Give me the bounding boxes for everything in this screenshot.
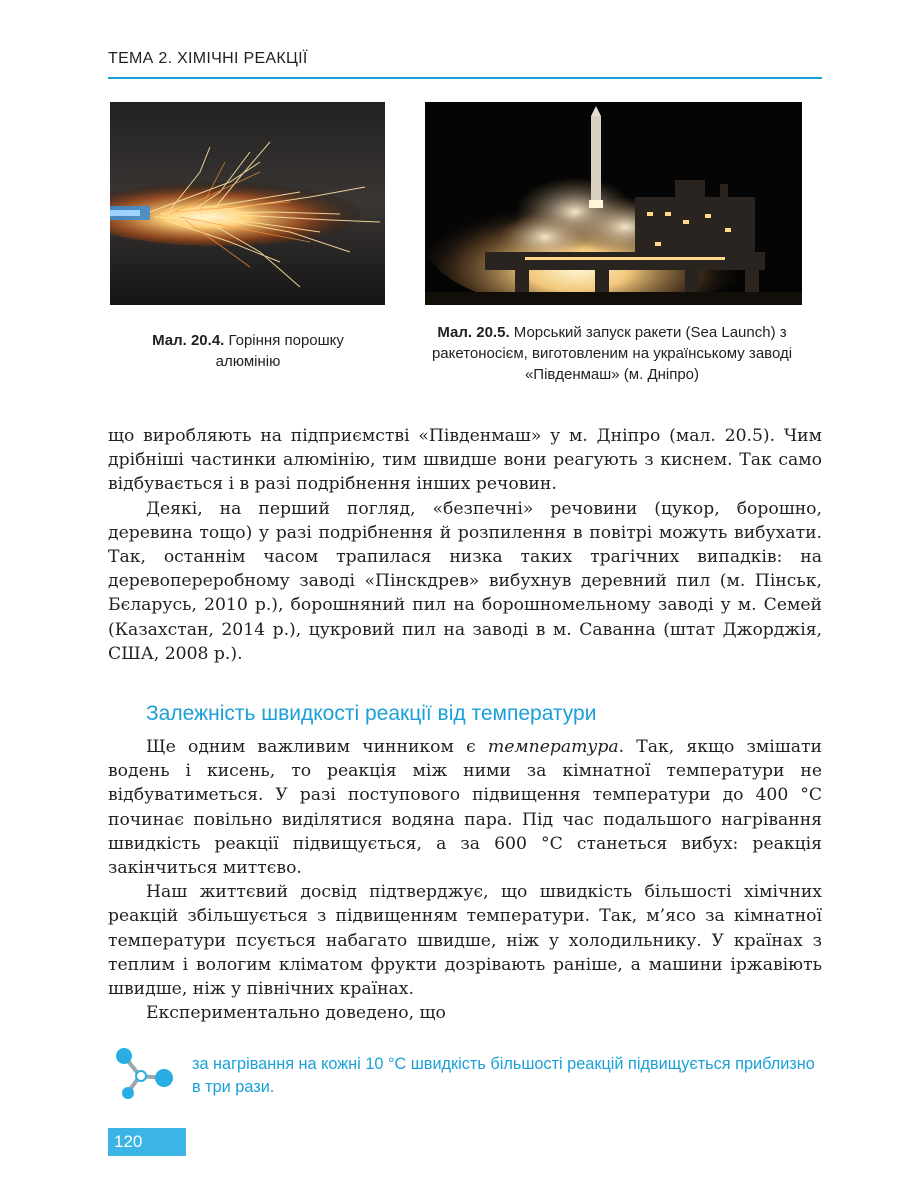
text-block-1 bbox=[108, 424, 822, 666]
paragraph-start: Ще одним важливим чинником є bbox=[146, 737, 488, 757]
paragraph: Деякі, на перший погляд, «безпечні» речовини (цукор, борошно, деревина тощо) у разі подрібнення й розпилення в повітрі можуть вибухати. Так, останнім часом трапилася низка таких трагічних випадків: на деревопереробному заводі «Пінскдрев» вибухнув деревний пил (м. Пінськ, Бєларусь, 2010 р.), борошняний пил на борошномельному заводі у м. Семей (Казахстан, 2014 р.), цукровий пил на заводі в м. Саванна (штат Джорджія, США, 2008 р.). bbox=[108, 498, 822, 664]
figure-caption-20-5 bbox=[402, 322, 822, 385]
paragraph-rest: . Так, якщо змішати водень і кисень, то реакція між ними за кімнатної температури не відбуватиметься. У разі поступового підвищення температури до 400 °С починає повільно виділятися водяна пара. Під час подальшого нагрівання швидкість реакції підвищується, а за 600 °С станеться вибух: реакція закінчиться миттєво. bbox=[108, 737, 822, 879]
running-header: ТЕМА 2. ХІМІЧНІ РЕАКЦІЇ bbox=[108, 50, 308, 67]
text-block-2 bbox=[108, 735, 822, 1025]
figure-label: Мал. 20.4. bbox=[152, 332, 225, 349]
photo-sea-launch bbox=[425, 102, 802, 305]
highlighted-rule: за нагрівання на кожні 10 °С швидкість більшості реакцій підвищується приблизно в три рази. bbox=[192, 1055, 815, 1096]
term-temperature: температура bbox=[487, 737, 619, 757]
molecule-icon bbox=[112, 1046, 178, 1102]
paragraph: Наш життєвий досвід підтверджує, що швидкість більшості хімічних реакцій збільшується з підвищенням температури. Так, м’ясо за кімнатної температури псується набагато швидше, ніж у холодильнику. У країнах з теплим і вологим кліматом фрукти дозрівають раніше, а машини іржавіють швидше, ніж у північних країнах. bbox=[108, 882, 822, 1000]
paragraph bbox=[108, 735, 822, 880]
paragraph: Експериментально доведено, що bbox=[146, 1003, 446, 1024]
figure-label: Мал. 20.5. bbox=[437, 324, 510, 341]
rocket-launch-illustration bbox=[425, 102, 802, 305]
photo-aluminium-burning bbox=[110, 102, 385, 305]
section-heading: Залежність швидкості реакції від температури bbox=[146, 702, 597, 725]
header-divider bbox=[108, 77, 822, 79]
figure-caption-text: Горіння порошку алюмінію bbox=[215, 332, 344, 370]
sparks-illustration bbox=[110, 102, 385, 305]
figure-caption-20-4 bbox=[118, 330, 378, 372]
page-number: 120 bbox=[108, 1128, 186, 1156]
figure-caption-text: Морський запуск ракети (Sea Launch) з ракетоносієм, виготовленим на українському заводі «Південмаш» (м. Дніпро) bbox=[431, 324, 793, 383]
paragraph: що виробляють на підприємстві «Південмаш» у м. Дніпро (мал. 20.5). Чим дрібніші частинки алюмінію, тим швидше вони реагують з киснем. Так само відбувається і в разі подрібнення інших речовин. bbox=[108, 426, 822, 495]
